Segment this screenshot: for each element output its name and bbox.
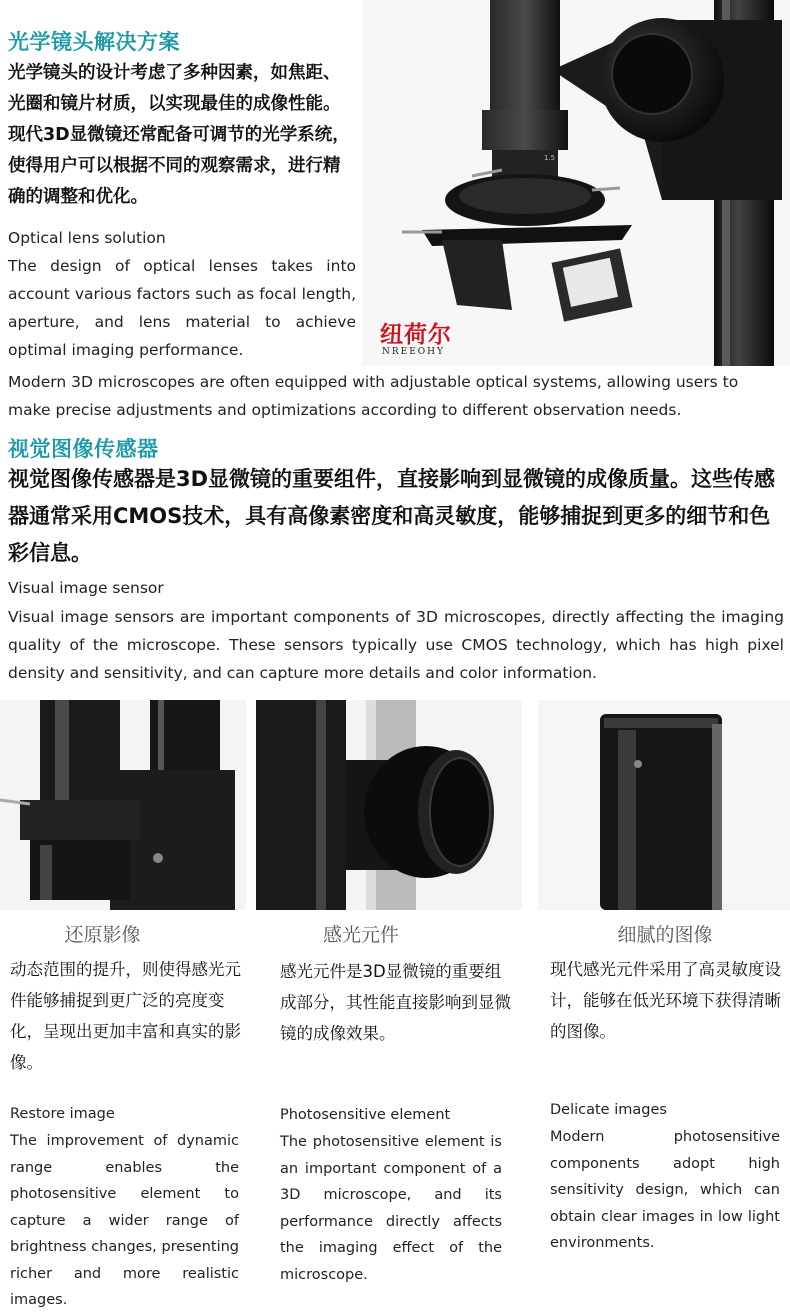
section2-heading: 视觉图像传感器 bbox=[8, 437, 159, 461]
feature-en-title-2: Photosensitive element bbox=[280, 1107, 451, 1123]
feature-caption-1: 还原影像 bbox=[64, 924, 141, 946]
feature-caption-2: 感光元件 bbox=[322, 924, 399, 946]
section1-heading: 光学镜头解决方案 bbox=[8, 30, 180, 54]
section2-en-text: Visual image sensors are important components of 3D microscopes, directly affecting the imaging quality of the microscope. These sensors typically use CMOS technology, which has high pixel density and sensitivity, and can capture more details and color information. bbox=[8, 608, 784, 682]
section2-cn-text: 视觉图像传感器是3D显微镜的重要组件，直接影响到显微镜的成像质量。这些传感器通常采用CMOS技术，具有高像素密度和高灵敏度，能够捕捉到更多的细节和色彩信息。 bbox=[8, 467, 776, 565]
feature-en-text-1: The improvement of dynamic range enables the photosensitive element to capture a wider range of brightness changes, presenting richer and more realistic images. bbox=[10, 1133, 239, 1308]
feature-cn-text-1: 动态范围的提升，则使得感光元件能够捕捉到更广泛的亮度变化，呈现出更加丰富和真实的影像。 bbox=[10, 960, 241, 1072]
brand-logo-cn: 纽荷尔 bbox=[380, 321, 452, 348]
feature-cn-text-3: 现代感光元件采用了高灵敏度设计，能够在低光环境下获得清晰的图像。 bbox=[550, 960, 781, 1041]
section1-en-text-full: Modern 3D microscopes are often equipped with adjustable optical systems, allowing users to make precise adjustments and optimizations according to different observation needs. bbox=[8, 373, 739, 419]
feature-en-text-3: Modern photosensitive components adopt high sensitivity design, which can obtain clear images in low light environments. bbox=[550, 1129, 780, 1251]
feature-photo-knob bbox=[256, 700, 522, 910]
microscope-lens-photo bbox=[362, 0, 790, 366]
feature-caption-3: 细腻的图像 bbox=[617, 924, 713, 946]
feature-cn-text-2: 感光元件是3D显微镜的重要组成部分，其性能直接影响到显微镜的成像效果。 bbox=[280, 962, 511, 1043]
section2-en-title: Visual image sensor bbox=[8, 579, 164, 597]
feature-photo-column bbox=[538, 700, 790, 910]
lens-mark: 1.5 bbox=[544, 154, 556, 162]
section1-en-text-short: The design of optical lenses takes into account various factors such as focal length, aperture, and lens material to achieve optimal imaging performance. bbox=[8, 257, 356, 359]
feature-photo-lens-tube bbox=[0, 700, 246, 910]
feature-en-title-1: Restore image bbox=[10, 1106, 115, 1122]
section1-cn-text: 光学镜头的设计考虑了多种因素，如焦距、光圈和镜片材质，以实现最佳的成像性能。现代3D显微镜还常配备可调节的光学系统，使得用户可以根据不同的观察需求，进行精确的调整和优化。 bbox=[8, 63, 350, 207]
brand-logo-en: NREEOHY bbox=[382, 347, 445, 357]
feature-en-title-3: Delicate images bbox=[550, 1102, 667, 1118]
feature-en-text-2: The photosensitive element is an important component of a 3D microscope, and its performance directly affects the imaging effect of the microscope. bbox=[280, 1134, 502, 1283]
section1-en-title: Optical lens solution bbox=[8, 229, 166, 247]
